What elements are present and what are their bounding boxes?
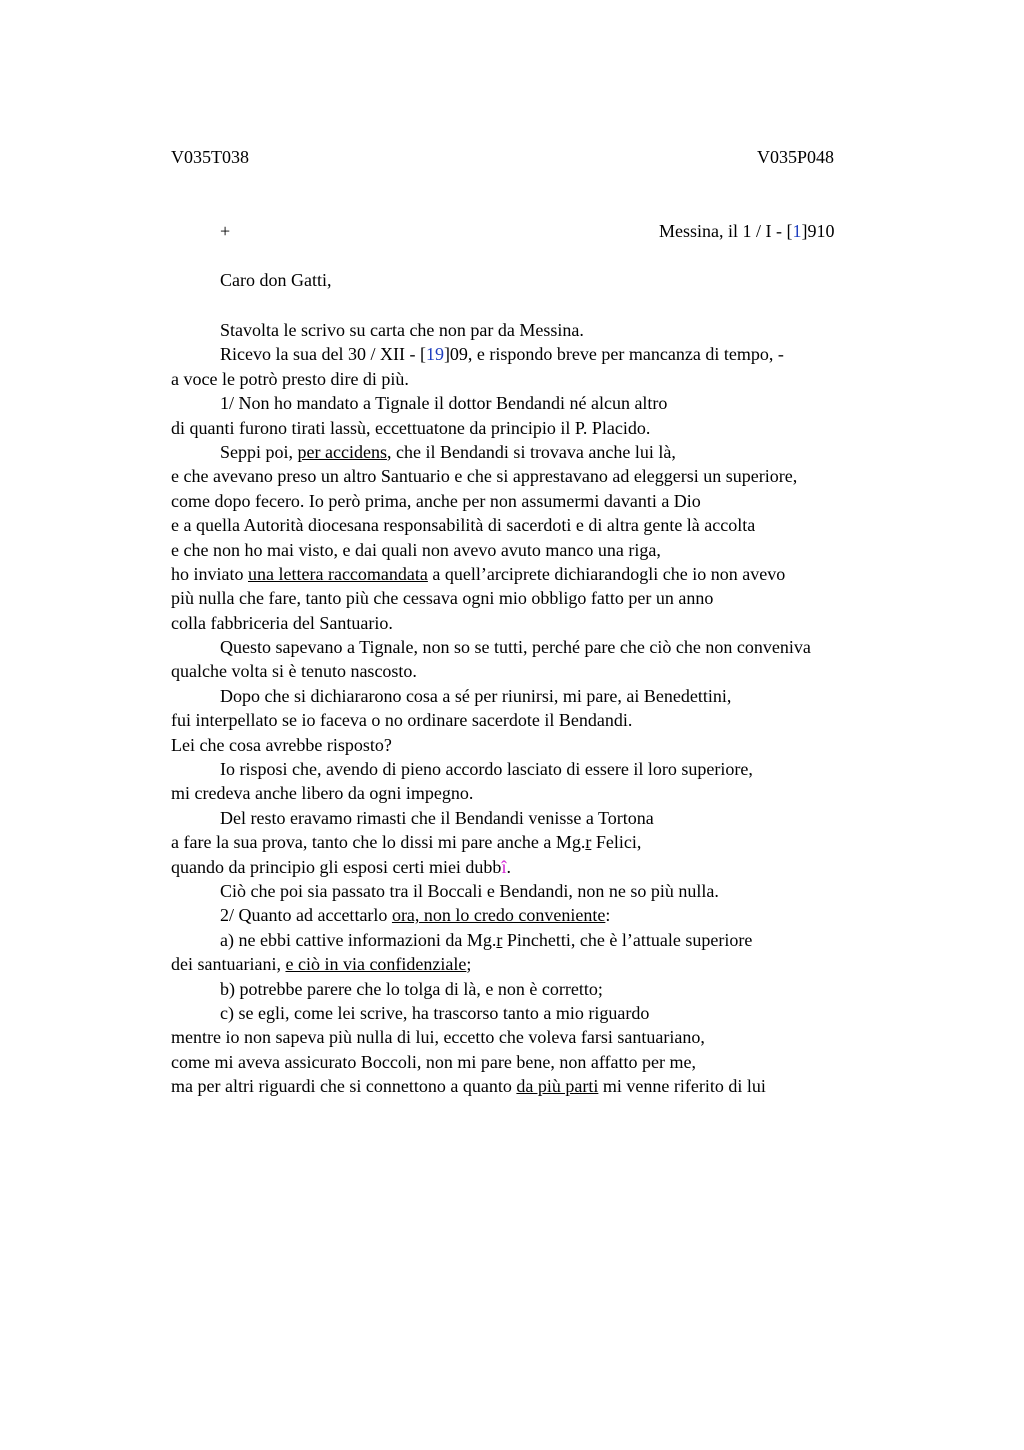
- text-segment: Del resto eravamo rimasti che il Bendandi venisse a Tortona: [220, 807, 654, 828]
- text-segment: qualche volta si è tenuto nascosto.: [171, 661, 417, 682]
- document-code-left: V035T038: [171, 147, 249, 167]
- text-segment: c) se egli, come lei scrive, ha trascorso tanto a mio riguardo: [220, 1002, 650, 1023]
- text-segment: colla fabbriceria del Santuario.: [171, 612, 393, 633]
- letter-body: [171, 318, 931, 1099]
- text-segment: mentre io non sapeva più nulla di lui, eccetto che voleva farsi santuariano,: [171, 1027, 705, 1048]
- underlined-text: r: [585, 832, 592, 853]
- text-segment: :: [605, 905, 611, 926]
- text-segment: Felici,: [591, 832, 642, 853]
- letter-line: [171, 440, 931, 464]
- letter-line: [171, 781, 931, 805]
- letter-line: [171, 952, 931, 976]
- text-segment: Lei che cosa avrebbe risposto?: [171, 734, 392, 755]
- text-segment: a voce le potrò presto dire di più.: [171, 368, 409, 389]
- letter-line: [171, 464, 931, 488]
- letter-line: [171, 611, 931, 635]
- text-segment: dei santuariani,: [171, 954, 286, 975]
- letter-line: [171, 733, 931, 757]
- document-code-right: V035P048: [757, 147, 835, 167]
- text-segment: Questo sapevano a Tignale, non so se tutti, perché pare che ciò che non conveniva: [220, 637, 811, 658]
- letter-line: [171, 1001, 931, 1025]
- letter-line: [171, 903, 931, 927]
- letter-line: [171, 879, 931, 903]
- text-segment: Dopo che si dichiararono cosa a sé per riunirsi, mi pare, ai Benedettini,: [220, 685, 732, 706]
- editorial-mark: î: [501, 856, 507, 877]
- underlined-text: e ciò in via confidenziale: [285, 954, 467, 975]
- letter-line: [171, 342, 931, 366]
- text-segment: a) ne ebbi cattive informazioni da Mg.: [220, 929, 497, 950]
- letter-line: [171, 830, 931, 854]
- letter-line: [171, 1074, 931, 1098]
- text-segment: Pinchetti, che è l’attuale superiore: [502, 929, 753, 950]
- letter-line: [171, 659, 931, 683]
- letter-line: [171, 586, 931, 610]
- text-segment: fui interpellato se io faceva o no ordinare sacerdote il Bendandi.: [171, 710, 633, 731]
- letter-line: [171, 684, 931, 708]
- text-segment: ;: [466, 954, 472, 975]
- letter-line: [171, 635, 931, 659]
- text-segment: quando da principio gli esposi certi miei dubb: [171, 856, 502, 877]
- text-segment: Seppi poi,: [220, 441, 298, 462]
- text-segment: , che il Bendandi si trovava anche lui là,: [386, 441, 676, 462]
- letter-line: [171, 489, 931, 513]
- text-segment: Ricevo la sua del 30 / XII - [: [220, 344, 426, 365]
- text-segment: Ciò che poi sia passato tra il Boccali e Bendandi, non ne so più nulla.: [220, 880, 719, 901]
- letter-line: [171, 416, 931, 440]
- letter-line: [171, 708, 931, 732]
- text-segment: 2/ Quanto ad accettarlo: [220, 905, 392, 926]
- text-segment: ma per altri riguardi che si connettono a quanto: [171, 1076, 517, 1097]
- letter-line: [171, 855, 931, 879]
- letter-date: [659, 221, 834, 242]
- text-segment: Io risposi che, avendo di pieno accordo lasciato di essere il loro superiore,: [220, 759, 753, 780]
- underlined-text: ora, non lo credo conveniente: [391, 905, 606, 926]
- underlined-text: da più parti: [516, 1076, 599, 1097]
- letter-line: [171, 977, 931, 1001]
- letter-line: [171, 513, 931, 537]
- letter-line: [171, 391, 931, 415]
- text-segment: b) potrebbe parere che lo tolga di là, e non è corretto;: [220, 978, 603, 999]
- letter-line: [171, 562, 931, 586]
- text-segment: mi venne riferito di lui: [598, 1076, 766, 1097]
- text-segment: e che avevano preso un altro Santuario e che si apprestavano ad eleggersi un superiore,: [171, 466, 798, 487]
- date-suffix: ]910: [801, 221, 835, 241]
- letter-line: [171, 1025, 931, 1049]
- date-prefix: Messina, il 1 / I - [: [659, 221, 793, 241]
- letter-line: [171, 1050, 931, 1074]
- text-segment: più nulla che fare, tanto più che cessava ogni mio obbligo fatto per un anno: [171, 588, 714, 609]
- letter-line: [171, 538, 931, 562]
- text-segment: come dopo fecero. Io però prima, anche per non assumermi davanti a Dio: [171, 490, 701, 511]
- text-segment: mi credeva anche libero da ogni impegno.: [171, 783, 474, 804]
- text-segment: come mi aveva assicurato Boccoli, non mi pare bene, non affatto per me,: [171, 1051, 696, 1072]
- letter-line: [171, 757, 931, 781]
- underlined-text: r: [496, 929, 503, 950]
- text-segment: e che non ho mai visto, e dai quali non avevo avuto manco una riga,: [171, 539, 661, 560]
- underlined-text: una lettera raccomandata: [248, 563, 428, 584]
- editorial-mark: 19: [425, 344, 444, 365]
- letter-line: [171, 318, 931, 342]
- text-segment: ho inviato: [171, 563, 248, 584]
- letter-line: [171, 806, 931, 830]
- cross-mark: +: [220, 221, 231, 241]
- text-segment: e a quella Autorità diocesana responsabilità di sacerdoti e di altra gente là accolta: [171, 515, 756, 536]
- text-segment: a quell’arciprete dichiarandogli che io non avevo: [427, 563, 786, 584]
- date-editorial-bracket: 1: [792, 221, 802, 241]
- text-segment: a fare la sua prova, tanto che lo dissi mi pare anche a Mg.: [171, 832, 586, 853]
- text-segment: ]09, e rispondo breve per mancanza di tempo, -: [443, 344, 784, 365]
- text-segment: 1/ Non ho mandato a Tignale il dottor Bendandi né alcun altro: [220, 393, 668, 414]
- text-segment: di quanti furono tirati lassù, eccettuatone da principio il P. Placido.: [171, 417, 651, 438]
- letter-line: [171, 928, 931, 952]
- letter-line: [171, 367, 931, 391]
- salutation: Caro don Gatti,: [220, 270, 332, 290]
- underlined-text: per accidens: [297, 441, 387, 462]
- text-segment: Stavolta le scrivo su carta che non par da Messina.: [220, 320, 584, 340]
- text-segment: .: [506, 856, 511, 877]
